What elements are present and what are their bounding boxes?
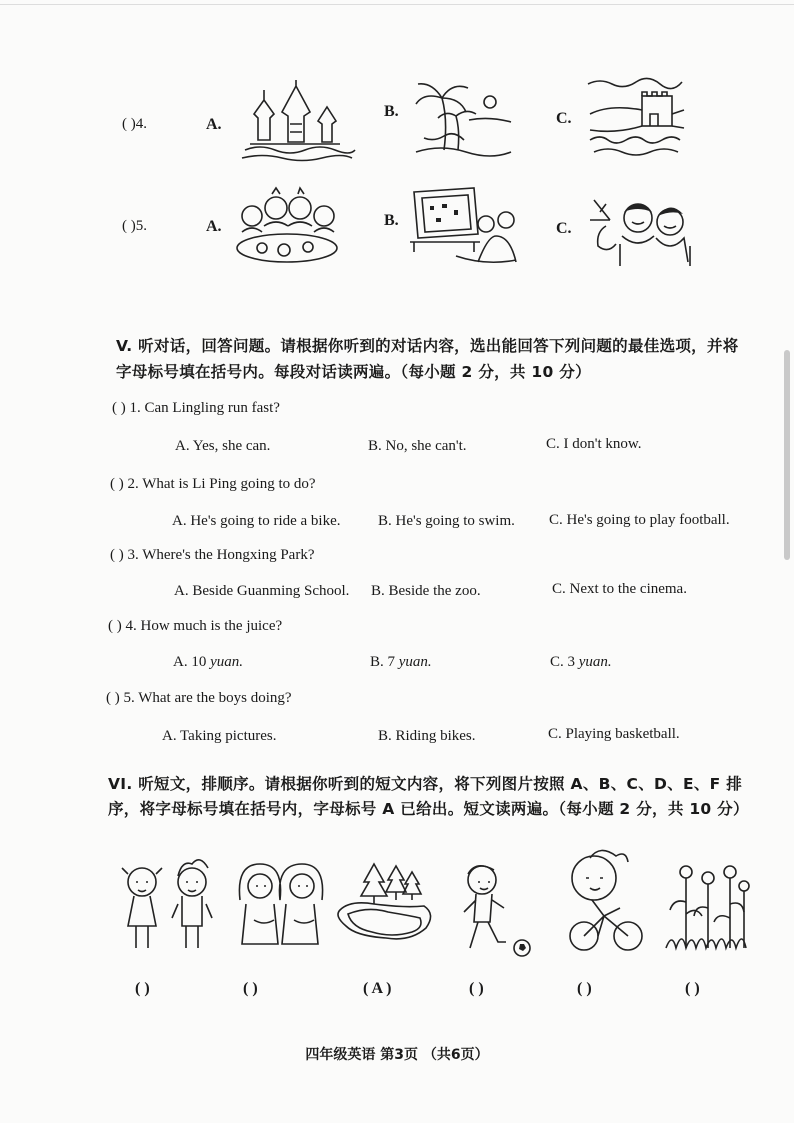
- page-top-edge: [0, 4, 794, 5]
- answer-bracket-1[interactable]: ( ): [135, 980, 150, 997]
- p5-q5-option-b: B. Riding bikes.: [378, 728, 476, 744]
- p5-q5-text: What are the boys doing?: [138, 690, 292, 706]
- p5-q2-text: What is Li Ping going to do?: [142, 476, 316, 492]
- part5-heading-line2: 字母标号填在括号内。每段对话读两遍。（每小题 2 分，共 10 分）: [116, 363, 591, 381]
- p5-q5-option-a: A. Taking pictures.: [162, 728, 277, 744]
- two-girls-icon: [232, 860, 328, 956]
- p5-q2-option-a: A. He's going to ride a bike.: [172, 513, 341, 529]
- p5-q3-option-c: C. Next to the cinema.: [552, 581, 687, 597]
- boy-running-ball-icon: [458, 860, 538, 958]
- flowers-icon: [664, 858, 754, 956]
- p5-q5-option-c: C. Playing basketball.: [548, 726, 680, 742]
- p5-q5: [106, 690, 292, 707]
- item-4-label-b: B.: [384, 103, 399, 120]
- p5-q2-number: ( ) 2.: [110, 476, 139, 492]
- p5-q1-text: Can Lingling run fast?: [144, 400, 280, 416]
- lake-trees-icon: [334, 858, 434, 954]
- p5-q5-number: ( ) 5.: [106, 690, 135, 706]
- great-wall-icon: [586, 74, 686, 160]
- item-4-label-a: A.: [206, 116, 222, 133]
- part5-heading-line1: V. 听对话，回答问题。请根据你听到的对话内容，选出能回答下列问题的最佳选项，并将: [116, 337, 739, 355]
- p5-q2-option-c: C. He's going to play football.: [549, 512, 730, 528]
- p5-q1-option-b: B. No, she can't.: [368, 438, 467, 454]
- p5-q2-option-b: B. He's going to swim.: [378, 513, 515, 529]
- answer-bracket-5[interactable]: ( ): [577, 980, 592, 997]
- p5-q1-option-c: C. I don't know.: [546, 436, 642, 452]
- item-4-label-c: C.: [556, 110, 572, 127]
- p5-q4-number: ( ) 4.: [108, 618, 137, 634]
- p5-q4-option-c: C. 3 yuan.: [550, 654, 612, 670]
- p5-q3-text: Where's the Hongxing Park?: [142, 547, 315, 563]
- scrollbar[interactable]: [784, 350, 790, 560]
- fireworks-children-icon: [586, 190, 696, 270]
- item-5-label-a: A.: [206, 218, 222, 235]
- p5-q4: [108, 618, 282, 635]
- answer-bracket-3: ( A ): [363, 980, 392, 997]
- item-4-number: ( )4.: [122, 116, 147, 132]
- part6-heading-line1: VI. 听短文，排顺序。请根据你听到的短文内容，将下列图片按照 A、B、C、D、E、F 排: [108, 775, 743, 793]
- p5-q4-option-b-unit: yuan.: [398, 654, 432, 670]
- answer-bracket-6[interactable]: ( ): [685, 980, 700, 997]
- palm-beach-icon: [414, 80, 514, 162]
- p5-q4-text: How much is the juice?: [140, 618, 283, 634]
- pagodas-lake-icon: [240, 80, 350, 162]
- p5-q3: [110, 547, 314, 564]
- p5-q4-option-b: B. 7 yuan.: [370, 654, 432, 670]
- p5-q3-option-b: B. Beside the zoo.: [371, 583, 481, 599]
- p5-q4-option-c-unit: yuan.: [578, 654, 612, 670]
- p5-q1: [112, 400, 280, 417]
- girl-cycling-icon: [562, 844, 646, 952]
- watching-tv-icon: [408, 186, 518, 272]
- two-kids-icon: [120, 860, 216, 956]
- p5-q3-option-a: A. Beside Guanming School.: [174, 583, 350, 599]
- p5-q3-number: ( ) 3.: [110, 547, 139, 563]
- p5-q4-option-a: A. 10 yuan.: [173, 654, 244, 670]
- page-footer: 四年级英语 第3页 （共6页）: [305, 1047, 489, 1063]
- answer-bracket-4[interactable]: ( ): [469, 980, 484, 997]
- family-dinner-icon: [232, 186, 342, 268]
- p5-q1-number: ( ) 1.: [112, 400, 141, 416]
- p5-q1-option-a: A. Yes, she can.: [175, 438, 271, 454]
- p5-q2: [110, 476, 316, 493]
- answer-bracket-2[interactable]: ( ): [243, 980, 258, 997]
- p5-q4-option-a-unit: yuan.: [210, 654, 244, 670]
- item-5-label-b: B.: [384, 212, 399, 229]
- item-5-number: ( )5.: [122, 218, 147, 234]
- part6-heading-line2: 序，将字母标号填在括号内，字母标号 A 已给出。短文读两遍。（每小题 2 分，共 10 分）: [108, 800, 749, 818]
- item-5-label-c: C.: [556, 220, 572, 237]
